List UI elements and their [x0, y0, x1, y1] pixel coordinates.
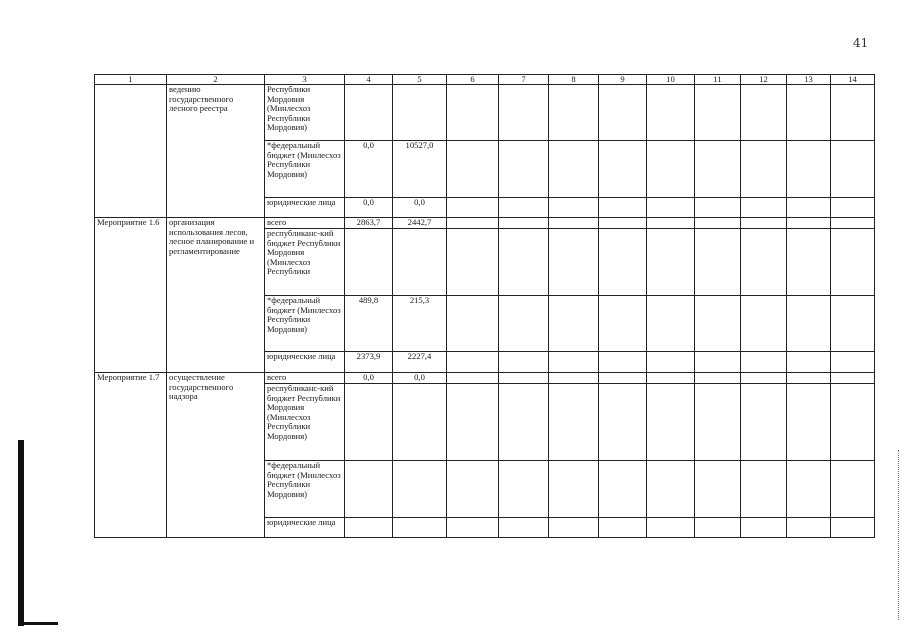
empty-cell: [549, 296, 599, 352]
header-cell: 6: [447, 75, 499, 85]
empty-cell: [831, 85, 875, 141]
empty-cell: [695, 141, 741, 198]
header-cell: 5: [393, 75, 447, 85]
empty-cell: [741, 518, 787, 538]
value-col4-cell: [345, 518, 393, 538]
empty-cell: [831, 198, 875, 218]
empty-cell: [741, 141, 787, 198]
empty-cell: [499, 218, 549, 229]
description-cell: осуществление государственного надзора: [167, 373, 265, 538]
source-cell: республиканс-кий бюджет Республики Мордовия (Минлесхоз Республики Мордовия): [265, 384, 345, 461]
empty-cell: [647, 85, 695, 141]
empty-cell: [499, 296, 549, 352]
value-col5-cell: [393, 229, 447, 296]
empty-cell: [499, 229, 549, 296]
empty-cell: [599, 85, 647, 141]
empty-cell: [549, 229, 599, 296]
scan-artifact-right: [898, 450, 900, 620]
table-row: [95, 85, 875, 141]
empty-cell: [499, 141, 549, 198]
empty-cell: [787, 461, 831, 518]
description-cell: ведению государственного лесного реестра: [167, 85, 265, 218]
empty-cell: [695, 85, 741, 141]
empty-cell: [599, 461, 647, 518]
value-col4-cell: [345, 85, 393, 141]
empty-cell: [647, 198, 695, 218]
source-cell: юридические лица: [265, 352, 345, 373]
header-cell: 4: [345, 75, 393, 85]
empty-cell: [447, 352, 499, 373]
empty-cell: [549, 384, 599, 461]
empty-cell: [831, 373, 875, 384]
event-cell: Мероприятие 1.7: [95, 373, 167, 538]
empty-cell: [599, 518, 647, 538]
value-col4-cell: 0,0: [345, 141, 393, 198]
empty-cell: [647, 373, 695, 384]
empty-cell: [831, 296, 875, 352]
header-cell: 13: [787, 75, 831, 85]
source-cell: всего: [265, 373, 345, 384]
header-cell: 2: [167, 75, 265, 85]
value-col4-cell: [345, 229, 393, 296]
empty-cell: [647, 141, 695, 198]
empty-cell: [741, 85, 787, 141]
page-number: 41: [853, 36, 869, 50]
value-col5-cell: [393, 518, 447, 538]
empty-cell: [499, 461, 549, 518]
value-col5-cell: [393, 461, 447, 518]
empty-cell: [647, 461, 695, 518]
empty-cell: [695, 461, 741, 518]
scan-artifact-left: [18, 440, 24, 626]
header-cell: 14: [831, 75, 875, 85]
empty-cell: [831, 352, 875, 373]
value-col5-cell: 2227,4: [393, 352, 447, 373]
header-cell: 9: [599, 75, 647, 85]
empty-cell: [695, 198, 741, 218]
header-row: [95, 75, 875, 85]
value-col5-cell: 10527,0: [393, 141, 447, 198]
empty-cell: [549, 373, 599, 384]
value-col4-cell: 2863,7: [345, 218, 393, 229]
source-cell: Республики Мордовия (Минлесхоз Республики Мордовия): [265, 85, 345, 141]
event-cell: [95, 85, 167, 218]
value-col5-cell: [393, 384, 447, 461]
empty-cell: [831, 218, 875, 229]
empty-cell: [787, 384, 831, 461]
empty-cell: [499, 373, 549, 384]
empty-cell: [741, 373, 787, 384]
empty-cell: [831, 229, 875, 296]
empty-cell: [599, 141, 647, 198]
empty-cell: [787, 85, 831, 141]
empty-cell: [695, 373, 741, 384]
source-cell: республиканс-кий бюджет Республики Мордовия (Минлесхоз Республики: [265, 229, 345, 296]
empty-cell: [787, 296, 831, 352]
scan-artifact-bottom: [24, 622, 58, 625]
empty-cell: [549, 518, 599, 538]
header-cell: 1: [95, 75, 167, 85]
empty-cell: [647, 518, 695, 538]
empty-cell: [787, 373, 831, 384]
empty-cell: [695, 384, 741, 461]
empty-cell: [831, 384, 875, 461]
header-cell: 12: [741, 75, 787, 85]
empty-cell: [787, 218, 831, 229]
empty-cell: [599, 218, 647, 229]
value-col5-cell: 0,0: [393, 373, 447, 384]
empty-cell: [447, 373, 499, 384]
empty-cell: [599, 352, 647, 373]
empty-cell: [695, 296, 741, 352]
value-col5-cell: 2442,7: [393, 218, 447, 229]
empty-cell: [695, 352, 741, 373]
table-row: [95, 373, 875, 384]
empty-cell: [447, 85, 499, 141]
empty-cell: [787, 141, 831, 198]
source-cell: *федеральный бюджет (Минлесхоз Республики Мордовия): [265, 296, 345, 352]
header-cell: 8: [549, 75, 599, 85]
empty-cell: [741, 296, 787, 352]
description-cell: организация использования лесов, лесное планирование и регламентирование: [167, 218, 265, 373]
empty-cell: [741, 461, 787, 518]
empty-cell: [447, 518, 499, 538]
empty-cell: [549, 198, 599, 218]
source-cell: *федеральный бюджет (Минлесхоз Республики Мордовия): [265, 141, 345, 198]
budget-table: [94, 74, 875, 538]
value-col5-cell: [393, 85, 447, 141]
source-cell: всего: [265, 218, 345, 229]
value-col4-cell: 0,0: [345, 198, 393, 218]
empty-cell: [499, 85, 549, 141]
empty-cell: [741, 384, 787, 461]
empty-cell: [831, 461, 875, 518]
empty-cell: [787, 352, 831, 373]
empty-cell: [647, 384, 695, 461]
source-cell: юридические лица: [265, 198, 345, 218]
empty-cell: [831, 518, 875, 538]
empty-cell: [695, 218, 741, 229]
empty-cell: [599, 198, 647, 218]
value-col4-cell: [345, 384, 393, 461]
header-cell: 11: [695, 75, 741, 85]
empty-cell: [447, 141, 499, 198]
value-col4-cell: 489,8: [345, 296, 393, 352]
empty-cell: [599, 296, 647, 352]
header-cell: 7: [499, 75, 549, 85]
empty-cell: [549, 218, 599, 229]
empty-cell: [447, 218, 499, 229]
value-col5-cell: 0,0: [393, 198, 447, 218]
empty-cell: [741, 352, 787, 373]
empty-cell: [447, 198, 499, 218]
empty-cell: [787, 198, 831, 218]
empty-cell: [787, 229, 831, 296]
table-row: [95, 218, 875, 229]
empty-cell: [499, 384, 549, 461]
source-cell: юридические лица: [265, 518, 345, 538]
empty-cell: [695, 229, 741, 296]
header-cell: 10: [647, 75, 695, 85]
empty-cell: [499, 352, 549, 373]
empty-cell: [599, 384, 647, 461]
empty-cell: [741, 218, 787, 229]
event-cell: Мероприятие 1.6: [95, 218, 167, 373]
empty-cell: [647, 218, 695, 229]
value-col4-cell: [345, 461, 393, 518]
empty-cell: [549, 141, 599, 198]
empty-cell: [447, 229, 499, 296]
header-cell: 3: [265, 75, 345, 85]
empty-cell: [549, 85, 599, 141]
empty-cell: [599, 373, 647, 384]
empty-cell: [741, 229, 787, 296]
empty-cell: [499, 518, 549, 538]
empty-cell: [647, 229, 695, 296]
empty-cell: [831, 141, 875, 198]
empty-cell: [499, 198, 549, 218]
value-col4-cell: 0,0: [345, 373, 393, 384]
source-cell: *федеральный бюджет (Минлесхоз Республики Мордовия): [265, 461, 345, 518]
empty-cell: [647, 352, 695, 373]
value-col4-cell: 2373,9: [345, 352, 393, 373]
empty-cell: [647, 296, 695, 352]
empty-cell: [447, 461, 499, 518]
empty-cell: [599, 229, 647, 296]
value-col5-cell: 215,3: [393, 296, 447, 352]
empty-cell: [549, 461, 599, 518]
empty-cell: [695, 518, 741, 538]
empty-cell: [741, 198, 787, 218]
empty-cell: [447, 384, 499, 461]
empty-cell: [447, 296, 499, 352]
empty-cell: [549, 352, 599, 373]
empty-cell: [787, 518, 831, 538]
